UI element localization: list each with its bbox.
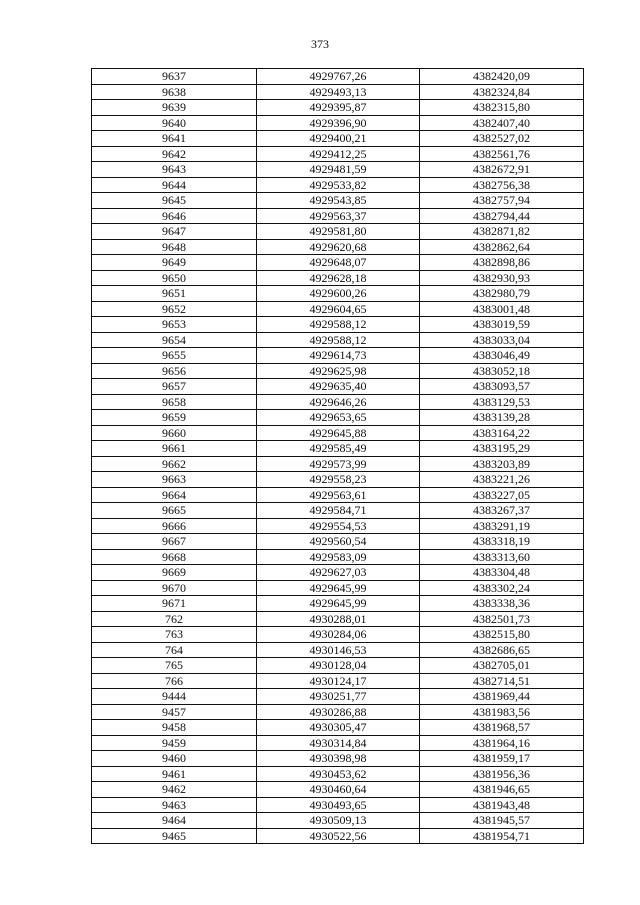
x-coordinate-cell: 4929400,21 — [257, 131, 420, 147]
point-number-cell: 9671 — [92, 596, 257, 612]
y-coordinate-cell: 4381946,65 — [420, 782, 584, 798]
y-coordinate-cell: 4382315,80 — [420, 100, 584, 116]
table-row — [92, 549, 584, 565]
x-coordinate-cell: 4929604,65 — [257, 301, 420, 317]
table-row — [92, 456, 584, 472]
x-coordinate-cell: 4929625,98 — [257, 363, 420, 379]
y-coordinate-cell: 4381954,71 — [420, 828, 584, 844]
point-number-cell: 9667 — [92, 534, 257, 550]
y-coordinate-cell: 4383338,36 — [420, 596, 584, 612]
y-coordinate-cell: 4382672,91 — [420, 162, 584, 178]
table-row — [92, 580, 584, 596]
y-coordinate-cell: 4383046,49 — [420, 348, 584, 364]
x-coordinate-cell: 4929581,80 — [257, 224, 420, 240]
point-number-cell: 765 — [92, 658, 257, 674]
x-coordinate-cell: 4929543,85 — [257, 193, 420, 209]
table-row — [92, 813, 584, 829]
table-row — [92, 348, 584, 364]
table-row — [92, 487, 584, 503]
table-row — [92, 162, 584, 178]
x-coordinate-cell: 4929585,49 — [257, 441, 420, 457]
table-row — [92, 394, 584, 410]
table-row — [92, 177, 584, 193]
y-coordinate-cell: 4383304,48 — [420, 565, 584, 581]
point-number-cell: 9662 — [92, 456, 257, 472]
table-row — [92, 255, 584, 271]
x-coordinate-cell: 4929620,68 — [257, 239, 420, 255]
y-coordinate-cell: 4382862,64 — [420, 239, 584, 255]
point-number-cell: 9647 — [92, 224, 257, 240]
x-coordinate-cell: 4930146,53 — [257, 642, 420, 658]
y-coordinate-cell: 4383164,22 — [420, 425, 584, 441]
y-coordinate-cell: 4382980,79 — [420, 286, 584, 302]
point-number-cell: 9664 — [92, 487, 257, 503]
y-coordinate-cell: 4383302,24 — [420, 580, 584, 596]
table-row — [92, 193, 584, 209]
point-number-cell: 9645 — [92, 193, 257, 209]
point-number-cell: 9459 — [92, 735, 257, 751]
point-number-cell: 9640 — [92, 115, 257, 131]
y-coordinate-cell: 4382515,80 — [420, 627, 584, 643]
point-number-cell: 9651 — [92, 286, 257, 302]
y-coordinate-cell: 4383313,60 — [420, 549, 584, 565]
y-coordinate-cell: 4383203,89 — [420, 456, 584, 472]
x-coordinate-cell: 4929645,99 — [257, 580, 420, 596]
point-number-cell: 9654 — [92, 332, 257, 348]
point-number-cell: 9463 — [92, 797, 257, 813]
y-coordinate-cell: 4382527,02 — [420, 131, 584, 147]
point-number-cell: 9462 — [92, 782, 257, 798]
coordinates-table — [91, 68, 584, 844]
y-coordinate-cell: 4382714,51 — [420, 673, 584, 689]
y-coordinate-cell: 4382561,76 — [420, 146, 584, 162]
x-coordinate-cell: 4930398,98 — [257, 751, 420, 767]
point-number-cell: 9658 — [92, 394, 257, 410]
point-number-cell: 763 — [92, 627, 257, 643]
point-number-cell: 766 — [92, 673, 257, 689]
x-coordinate-cell: 4930305,47 — [257, 720, 420, 736]
table-row — [92, 797, 584, 813]
table-row — [92, 146, 584, 162]
y-coordinate-cell: 4382930,93 — [420, 270, 584, 286]
x-coordinate-cell: 4929767,26 — [257, 69, 420, 85]
point-number-cell: 9637 — [92, 69, 257, 85]
point-number-cell: 9642 — [92, 146, 257, 162]
table-row — [92, 379, 584, 395]
y-coordinate-cell: 4383052,18 — [420, 363, 584, 379]
x-coordinate-cell: 4929560,54 — [257, 534, 420, 550]
x-coordinate-cell: 4930509,13 — [257, 813, 420, 829]
point-number-cell: 9660 — [92, 425, 257, 441]
y-coordinate-cell: 4382686,65 — [420, 642, 584, 658]
x-coordinate-cell: 4929584,71 — [257, 503, 420, 519]
x-coordinate-cell: 4929588,12 — [257, 317, 420, 333]
table-row — [92, 503, 584, 519]
x-coordinate-cell: 4929396,90 — [257, 115, 420, 131]
point-number-cell: 9643 — [92, 162, 257, 178]
point-number-cell: 9646 — [92, 208, 257, 224]
table-row — [92, 828, 584, 844]
table-row — [92, 611, 584, 627]
y-coordinate-cell: 4382757,94 — [420, 193, 584, 209]
y-coordinate-cell: 4383033,04 — [420, 332, 584, 348]
x-coordinate-cell: 4929395,87 — [257, 100, 420, 116]
y-coordinate-cell: 4381956,36 — [420, 766, 584, 782]
table-row — [92, 627, 584, 643]
table-row — [92, 131, 584, 147]
point-number-cell: 9458 — [92, 720, 257, 736]
x-coordinate-cell: 4929600,26 — [257, 286, 420, 302]
table-row — [92, 239, 584, 255]
y-coordinate-cell: 4383139,28 — [420, 410, 584, 426]
x-coordinate-cell: 4929573,99 — [257, 456, 420, 472]
x-coordinate-cell: 4929533,82 — [257, 177, 420, 193]
point-number-cell: 9652 — [92, 301, 257, 317]
x-coordinate-cell: 4930124,17 — [257, 673, 420, 689]
y-coordinate-cell: 4381945,57 — [420, 813, 584, 829]
table-row — [92, 208, 584, 224]
x-coordinate-cell: 4930522,56 — [257, 828, 420, 844]
table-row — [92, 720, 584, 736]
table-row — [92, 317, 584, 333]
point-number-cell: 9669 — [92, 565, 257, 581]
table-row — [92, 410, 584, 426]
y-coordinate-cell: 4382324,84 — [420, 84, 584, 100]
x-coordinate-cell: 4929646,26 — [257, 394, 420, 410]
point-number-cell: 9661 — [92, 441, 257, 457]
y-coordinate-cell: 4383267,37 — [420, 503, 584, 519]
point-number-cell: 9641 — [92, 131, 257, 147]
point-number-cell: 9659 — [92, 410, 257, 426]
point-number-cell: 9665 — [92, 503, 257, 519]
x-coordinate-cell: 4929493,13 — [257, 84, 420, 100]
point-number-cell: 9656 — [92, 363, 257, 379]
point-number-cell: 764 — [92, 642, 257, 658]
point-number-cell: 9464 — [92, 813, 257, 829]
y-coordinate-cell: 4382420,09 — [420, 69, 584, 85]
x-coordinate-cell: 4930314,84 — [257, 735, 420, 751]
point-number-cell: 9649 — [92, 255, 257, 271]
x-coordinate-cell: 4929627,03 — [257, 565, 420, 581]
y-coordinate-cell: 4383227,05 — [420, 487, 584, 503]
table-row — [92, 363, 584, 379]
y-coordinate-cell: 4381959,17 — [420, 751, 584, 767]
y-coordinate-cell: 4383195,29 — [420, 441, 584, 457]
y-coordinate-cell: 4381943,48 — [420, 797, 584, 813]
point-number-cell: 9650 — [92, 270, 257, 286]
x-coordinate-cell: 4929653,65 — [257, 410, 420, 426]
x-coordinate-cell: 4930288,01 — [257, 611, 420, 627]
table-row — [92, 534, 584, 550]
y-coordinate-cell: 4382705,01 — [420, 658, 584, 674]
x-coordinate-cell: 4929645,99 — [257, 596, 420, 612]
point-number-cell: 9670 — [92, 580, 257, 596]
y-coordinate-cell: 4382756,38 — [420, 177, 584, 193]
x-coordinate-cell: 4929588,12 — [257, 332, 420, 348]
point-number-cell: 9657 — [92, 379, 257, 395]
point-number-cell: 9655 — [92, 348, 257, 364]
point-number-cell: 762 — [92, 611, 257, 627]
table-row — [92, 735, 584, 751]
x-coordinate-cell: 4929412,25 — [257, 146, 420, 162]
point-number-cell: 9668 — [92, 549, 257, 565]
y-coordinate-cell: 4383291,19 — [420, 518, 584, 534]
x-coordinate-cell: 4929645,88 — [257, 425, 420, 441]
y-coordinate-cell: 4381983,56 — [420, 704, 584, 720]
point-number-cell: 9663 — [92, 472, 257, 488]
y-coordinate-cell: 4383019,59 — [420, 317, 584, 333]
x-coordinate-cell: 4930493,65 — [257, 797, 420, 813]
x-coordinate-cell: 4929481,59 — [257, 162, 420, 178]
table-row — [92, 286, 584, 302]
point-number-cell: 9457 — [92, 704, 257, 720]
y-coordinate-cell: 4382794,44 — [420, 208, 584, 224]
x-coordinate-cell: 4929563,37 — [257, 208, 420, 224]
table-row — [92, 689, 584, 705]
y-coordinate-cell: 4383318,19 — [420, 534, 584, 550]
x-coordinate-cell: 4930286,88 — [257, 704, 420, 720]
table-row — [92, 565, 584, 581]
table-row — [92, 782, 584, 798]
table-row — [92, 224, 584, 240]
table-row — [92, 673, 584, 689]
point-number-cell: 9666 — [92, 518, 257, 534]
table-row — [92, 332, 584, 348]
table-row — [92, 441, 584, 457]
y-coordinate-cell: 4382501,73 — [420, 611, 584, 627]
y-coordinate-cell: 4383221,26 — [420, 472, 584, 488]
point-number-cell: 9638 — [92, 84, 257, 100]
x-coordinate-cell: 4930453,62 — [257, 766, 420, 782]
table-row — [92, 658, 584, 674]
point-number-cell: 9461 — [92, 766, 257, 782]
x-coordinate-cell: 4929563,61 — [257, 487, 420, 503]
x-coordinate-cell: 4930128,04 — [257, 658, 420, 674]
y-coordinate-cell: 4381964,16 — [420, 735, 584, 751]
y-coordinate-cell: 4382407,40 — [420, 115, 584, 131]
point-number-cell: 9648 — [92, 239, 257, 255]
table-row — [92, 115, 584, 131]
x-coordinate-cell: 4929583,09 — [257, 549, 420, 565]
point-number-cell: 9639 — [92, 100, 257, 116]
y-coordinate-cell: 4383093,57 — [420, 379, 584, 395]
y-coordinate-cell: 4381969,44 — [420, 689, 584, 705]
table-row — [92, 100, 584, 116]
table-row — [92, 642, 584, 658]
x-coordinate-cell: 4929635,40 — [257, 379, 420, 395]
point-number-cell: 9465 — [92, 828, 257, 844]
point-number-cell: 9653 — [92, 317, 257, 333]
y-coordinate-cell: 4383129,53 — [420, 394, 584, 410]
x-coordinate-cell: 4930460,64 — [257, 782, 420, 798]
table-row — [92, 270, 584, 286]
table-row — [92, 751, 584, 767]
table-row — [92, 596, 584, 612]
coordinates-table-body — [92, 69, 584, 844]
x-coordinate-cell: 4929554,53 — [257, 518, 420, 534]
x-coordinate-cell: 4929648,07 — [257, 255, 420, 271]
x-coordinate-cell: 4929558,23 — [257, 472, 420, 488]
y-coordinate-cell: 4383001,48 — [420, 301, 584, 317]
y-coordinate-cell: 4381968,57 — [420, 720, 584, 736]
y-coordinate-cell: 4382898,86 — [420, 255, 584, 271]
table-row — [92, 704, 584, 720]
table-row — [92, 766, 584, 782]
table-row — [92, 69, 584, 85]
table-row — [92, 518, 584, 534]
table-row — [92, 301, 584, 317]
y-coordinate-cell: 4382871,82 — [420, 224, 584, 240]
x-coordinate-cell: 4930284,06 — [257, 627, 420, 643]
point-number-cell: 9444 — [92, 689, 257, 705]
table-row — [92, 472, 584, 488]
point-number-cell: 9644 — [92, 177, 257, 193]
point-number-cell: 9460 — [92, 751, 257, 767]
table-row — [92, 425, 584, 441]
x-coordinate-cell: 4929628,18 — [257, 270, 420, 286]
x-coordinate-cell: 4930251,77 — [257, 689, 420, 705]
table-row — [92, 84, 584, 100]
page-number: 373 — [311, 37, 329, 51]
x-coordinate-cell: 4929614,73 — [257, 348, 420, 364]
